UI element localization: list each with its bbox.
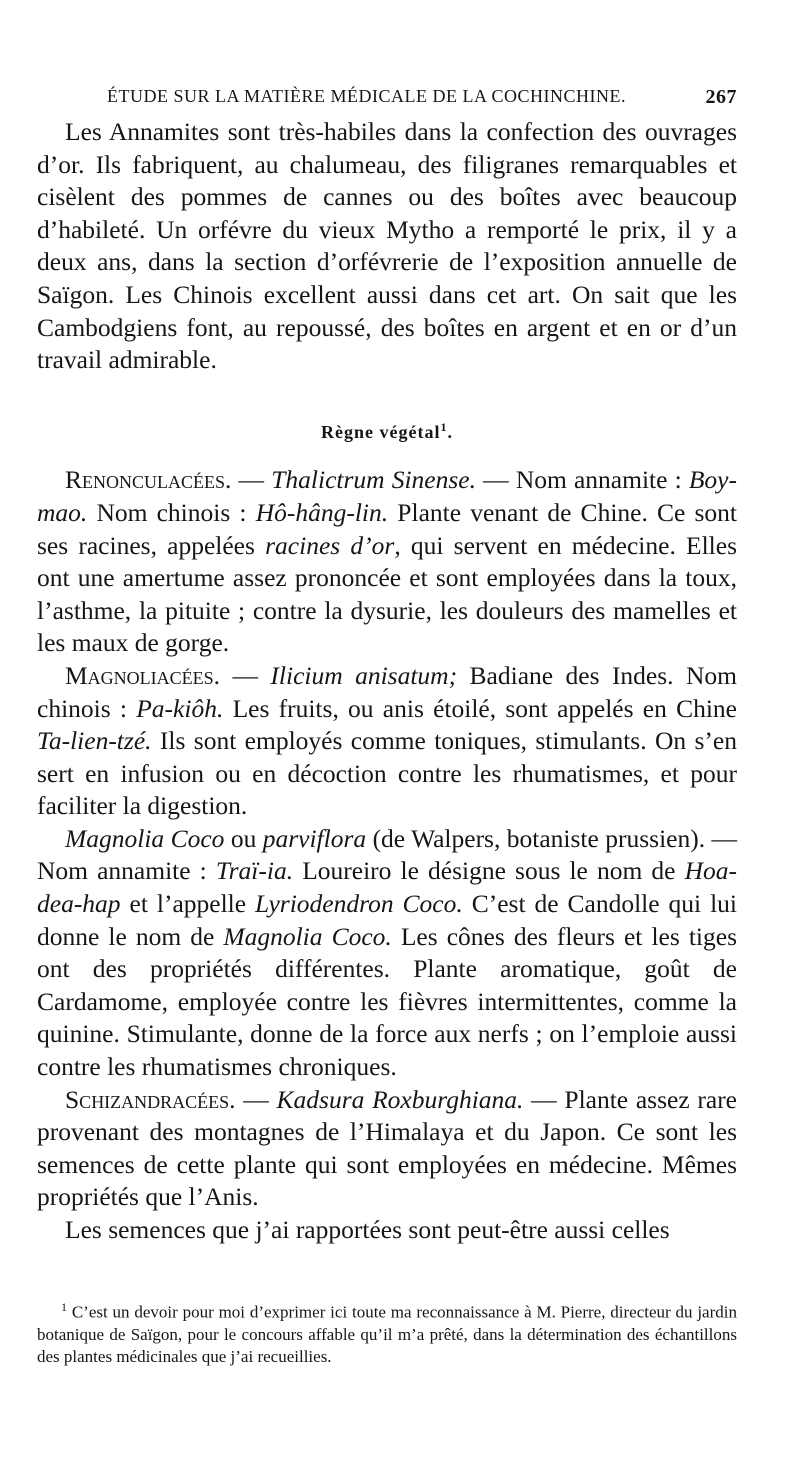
family-name: Magnoliacées.	[65, 660, 221, 690]
family-name: Schizandracées.	[65, 1084, 236, 1114]
chinese-name: Pa-kiôh.	[136, 693, 224, 723]
species-name: Magnolia Coco.	[223, 921, 392, 951]
running-header	[107, 86, 737, 116]
section-heading: Règne végétal$^1$.	[321, 419, 453, 442]
text-run: Les fruits, ou anis étoilé, sont appelés en Chine	[223, 693, 737, 723]
text-run: Ils sont employés comme toniques, stimulants. On s’en sert en infusion ou en décoction contre les rhumatismes, et pour faciliter la digestion.	[37, 726, 737, 821]
section-title-text: Règne végétal	[321, 421, 441, 442]
species-name: Magnolia Coco	[65, 823, 225, 853]
separator: —	[235, 1084, 277, 1114]
separator: —	[220, 660, 271, 690]
text-run: Les cônes des fleurs et les tiges ont des propriétés différentes. Plante aromatique, goût de Cardamome, employée contre les fièvres intermittentes, comme la quinine. Stimulante, donne de la force aux nerfs ; on l’emploie aussi contre les rhumatismes chroniques.	[37, 921, 737, 1082]
text-run: ou	[224, 823, 263, 853]
entry-magnolia-coco	[37, 823, 737, 1084]
entry-schizandracees	[37, 1084, 737, 1214]
intro-paragraph: Les Annamites sont très-habiles dans la confection des ouvrages d’or. Ils fabriquent, au chalumeau, des filigranes remarquables et cisèlent des pommes de cannes ou des boîtes avec beaucoup d’habileté. Un orfévre du vieux Mytho a remporté le prix, il y a deux ans, dans la section d’orfévrerie de l’exposition annuelle de Saïgon. Les Chinois excellent aussi dans cet art. On sait que les Cambodgiens font, au repoussé, des boîtes en argent et en or d’un travail admirable.	[37, 117, 737, 375]
chinese-name: Ta-lien-tzé.	[37, 726, 152, 756]
footnote	[37, 1296, 737, 1368]
footnote-text	[37, 1296, 737, 1368]
text-run: , qui servent en médecine. Elles ont une amertume assez prononcée et sont employées dans la toux, l’asthme, la pituite ; contre la dysurie, les douleurs des mamelles et les maux de gorge.	[37, 530, 738, 658]
species-name: Ilicium anisatum;	[270, 660, 458, 690]
chinese-name: Hô-hâng-lin.	[255, 497, 389, 527]
annamite-name: Boy-mao.	[37, 465, 737, 527]
text-run: (de Walpers, botaniste prussien). — Nom annamite :	[37, 823, 738, 886]
footnote-mark: 1	[61, 1300, 67, 1314]
separator: —	[231, 465, 272, 495]
species-name: Kadsura Roxburghiana.	[276, 1084, 524, 1114]
species-name: parviflora	[262, 823, 367, 853]
continuation-line: Les semences que j’ai rapportées sont peut-être aussi celles	[65, 1215, 670, 1244]
text-run: — Nom annamite :	[476, 465, 689, 495]
entry-renonculacees	[37, 464, 737, 660]
main-text	[37, 116, 737, 1247]
species-name: Lyriodendron Coco.	[255, 889, 463, 919]
footnote-body: C’est un devoir pour moi d’exprimer ici toute ma reconnaissance à M. Pierre, directeur du jardin botanique de Saïgon, pour le concours affable qu’il m’a prêté, dans la détermination des échantillons des plantes médicinales que j’ai recueillies.	[37, 1302, 737, 1366]
text-run: C’est de Candolle qui lui donne le nom de	[37, 889, 737, 951]
text-run: et l’appelle	[120, 889, 256, 919]
page-number: 267	[705, 86, 737, 108]
family-name: Renonculacées.	[65, 465, 232, 495]
entry-magnoliacees	[37, 660, 737, 823]
species-name: Thalictrum Sinense.	[271, 465, 476, 495]
species-name: Hoa-dea-hap	[37, 856, 738, 919]
text-run: Nom chinois :	[87, 497, 256, 527]
footnote-reference: 1	[440, 419, 448, 434]
running-title: ÉTUDE SUR LA MATIÈRE MÉDICALE DE LA COCHINCHINE.	[107, 86, 626, 106]
text-run: Loureiro le désigne sous le nom de	[293, 856, 685, 886]
emphasis: racines d’or	[265, 530, 395, 560]
text-run: Badiane des Indes. Nom chinois :	[37, 660, 737, 723]
annamite-name: Traï-ia.	[215, 856, 294, 886]
text-run: Plante venant de Chine. Ce sont ses racines, appelées	[37, 497, 737, 560]
text-run: — Plante assez rare provenant des montagnes de l’Himalaya et du Japon. Ce sont les semences de cette plante qui sont employées en médecine. Mêmes propriétés que l’Anis.	[37, 1084, 737, 1212]
